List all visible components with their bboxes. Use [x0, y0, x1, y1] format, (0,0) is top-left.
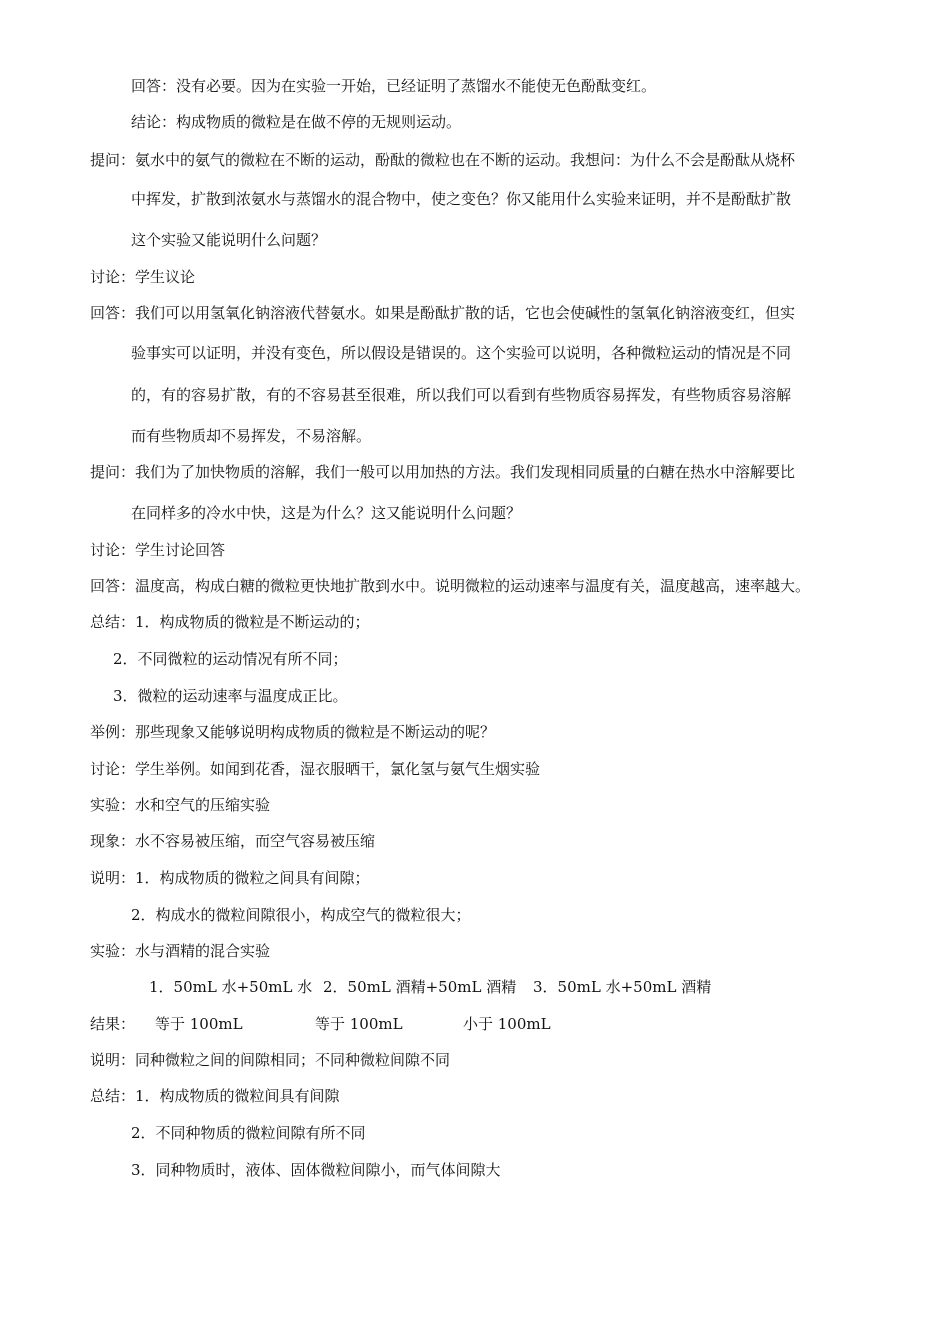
- mix-case-2: 2．50mL 酒精+50mL 酒精: [323, 978, 517, 996]
- answer-3: 回答：温度高，构成白糖的微粒更快地扩散到水中。说明微粒的运动速率与温度有关，温度越高，速率越大。: [90, 577, 811, 595]
- summary-1-item-1: 总结：1．构成物质的微粒是不断运动的；: [90, 613, 370, 631]
- answer-2-line-4: 而有些物质却不易挥发，不易溶解。: [131, 427, 372, 445]
- explanation-1-item-2: 2．构成水的微粒间隙很小，构成空气的微粒很大；: [131, 906, 471, 924]
- explanation-1-item-1: 说明：1．构成物质的微粒之间具有间隙；: [90, 869, 370, 887]
- explanation-2: 说明：同种微粒之间的间隙相同；不同种微粒间隙不同: [90, 1051, 451, 1069]
- result-label: 结果：: [90, 1015, 136, 1033]
- mix-case-3: 3．50mL 水+50mL 酒精: [533, 978, 712, 996]
- answer-2-line-1: 回答：我们可以用氢氧化钠溶液代替氨水。如果是酚酞扩散的话，它也会使碱性的氢氧化钠溶液变红，但实: [90, 304, 796, 322]
- question-1-line-2: 中挥发，扩散到浓氨水与蒸馏水的混合物中，使之变色？你又能用什么实验来证明，并不是酚酞扩散: [131, 190, 792, 208]
- experiment-2: 实验：水与酒精的混合实验: [90, 942, 271, 960]
- mix-case-1: 1．50mL 水+50mL 水: [149, 978, 313, 996]
- phenomenon-1: 现象：水不容易被压缩，而空气容易被压缩: [90, 832, 376, 850]
- answer-2-line-2: 验事实可以证明，并没有变色，所以假设是错误的。这个实验可以说明，各种微粒运动的情况是不同: [131, 344, 792, 362]
- summary-2-item-2: 2．不同种物质的微粒间隙有所不同: [131, 1124, 366, 1142]
- conclusion-random-motion: 结论：构成物质的微粒是在做不停的无规则运动。: [131, 113, 462, 131]
- summary-1-item-3: 3．微粒的运动速率与温度成正比。: [113, 687, 348, 705]
- summary-2-item-3: 3．同种物质时，液体、固体微粒间隙小，而气体间隙大: [131, 1161, 501, 1179]
- result-case-1: 等于 100mL: [155, 1015, 243, 1033]
- discussion-1: 讨论：学生议论: [90, 268, 196, 286]
- answer-2-line-3: 的，有的容易扩散，有的不容易甚至很难，所以我们可以看到有些物质容易挥发，有些物质容易溶解: [131, 386, 792, 404]
- result-case-2: 等于 100mL: [315, 1015, 403, 1033]
- experiment-1: 实验：水和空气的压缩实验: [90, 796, 271, 814]
- example-question: 举例：那些现象又能够说明构成物质的微粒是不断运动的呢？: [90, 723, 496, 741]
- answer-no-need: 回答：没有必要。因为在实验一开始，已经证明了蒸馏水不能使无色酚酞变红。: [131, 77, 657, 95]
- result-case-3: 小于 100mL: [463, 1015, 551, 1033]
- discussion-2: 讨论：学生讨论回答: [90, 541, 226, 559]
- question-1-line-1: 提问：氨水中的氨气的微粒在不断的运动，酚酞的微粒也在不断的运动。我想问：为什么不会是酚酞从烧杯: [90, 151, 796, 169]
- question-2-line-2: 在同样多的冷水中快，这是为什么？这又能说明什么问题？: [131, 504, 522, 522]
- question-2-line-1: 提问：我们为了加快物质的溶解，我们一般可以用加热的方法。我们发现相同质量的白糖在热水中溶解要比: [90, 463, 796, 481]
- summary-2-item-1: 总结：1．构成物质的微粒间具有间隙: [90, 1087, 340, 1105]
- discussion-3: 讨论：学生举例。如闻到花香，湿衣服晒干，氯化氢与氨气生烟实验: [90, 760, 541, 778]
- summary-1-item-2: 2．不同微粒的运动情况有所不同；: [113, 650, 348, 668]
- question-1-line-3: 这个实验又能说明什么问题？: [131, 231, 327, 249]
